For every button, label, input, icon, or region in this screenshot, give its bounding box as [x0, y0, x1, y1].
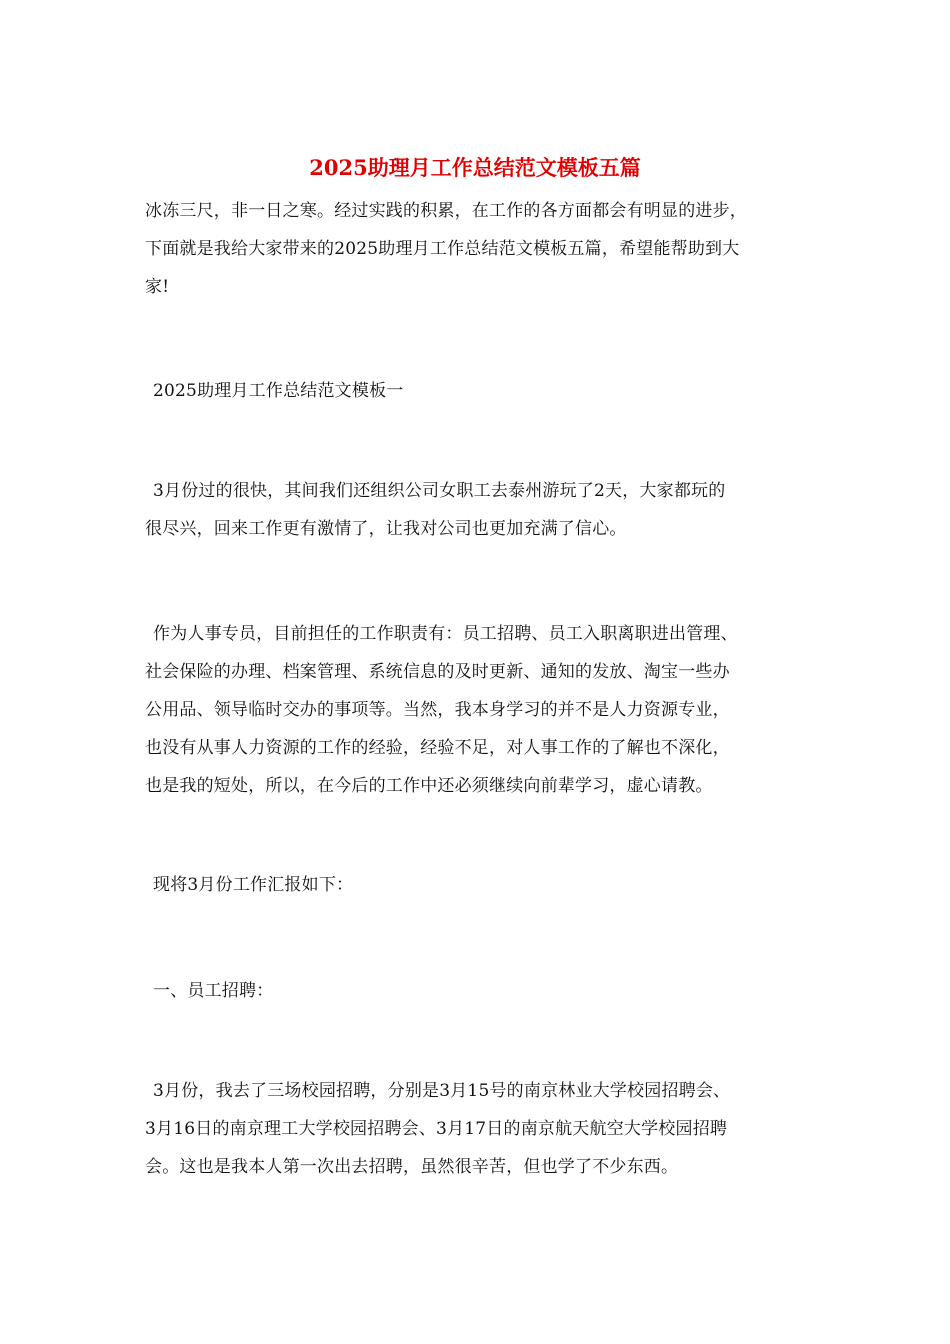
paragraph-4: [145, 1072, 810, 1186]
section-heading-text: 2025助理月工作总结范文模板一: [153, 381, 404, 401]
paragraph-3: [145, 866, 810, 904]
intro-line-3: 家!: [145, 277, 170, 297]
paragraph-2-line-5: 也是我的短处，所以，在今后的工作中还必须继续向前辈学习，虚心请教。: [145, 776, 713, 796]
paragraph-1-line-1: 3月份过的很快，其间我们还组织公司女职工去泰州游玩了2天，大家都玩的: [153, 481, 726, 501]
subheading-recruitment-text: 一、员工招聘：: [153, 981, 274, 1001]
paragraph-4-line-1: 3月份，我去了三场校园招聘，分别是3月15号的南京林业大学校园招聘会、: [153, 1081, 731, 1101]
intro-paragraph: [145, 192, 810, 306]
paragraph-2-line-4: 也没有从事人力资源的工作的经验，经验不足，对人事工作的了解也不深化，: [145, 738, 730, 758]
section-heading: [145, 372, 810, 410]
paragraph-4-line-2: 3月16日的南京理工大学校园招聘会、3月17日的南京航天航空大学校园招聘: [145, 1119, 728, 1139]
intro-line-2: 下面就是我给大家带来的2025助理月工作总结范文模板五篇，希望能帮助到大: [145, 239, 740, 259]
paragraph-4-line-3: 会。这也是我本人第一次出去招聘，虽然很辛苦，但也学了不少东西。: [145, 1157, 679, 1177]
paragraph-2-line-1: 作为人事专员，目前担任的工作职责有：员工招聘、员工入职离职进出管理、: [153, 624, 738, 644]
paragraph-1-line-2: 很尽兴，回来工作更有激情了，让我对公司也更加充满了信心。: [145, 519, 627, 539]
paragraph-2-line-3: 公用品、领导临时交办的事项等。当然，我本身学习的并不是人力资源专业，: [145, 700, 730, 720]
paragraph-3-text: 现将3月份工作汇报如下：: [153, 875, 354, 895]
paragraph-2: [145, 615, 810, 805]
subheading-recruitment: [145, 972, 810, 1010]
document-title: 2025助理月工作总结范文模板五篇: [309, 155, 641, 180]
paragraph-2-line-2: 社会保险的办理、档案管理、系统信息的及时更新、通知的发放、淘宝一些办: [145, 662, 730, 682]
intro-line-1: 冰冻三尺，非一日之寒。经过实践的积累，在工作的各方面都会有明显的进步，: [145, 201, 747, 221]
paragraph-1: [145, 472, 810, 548]
